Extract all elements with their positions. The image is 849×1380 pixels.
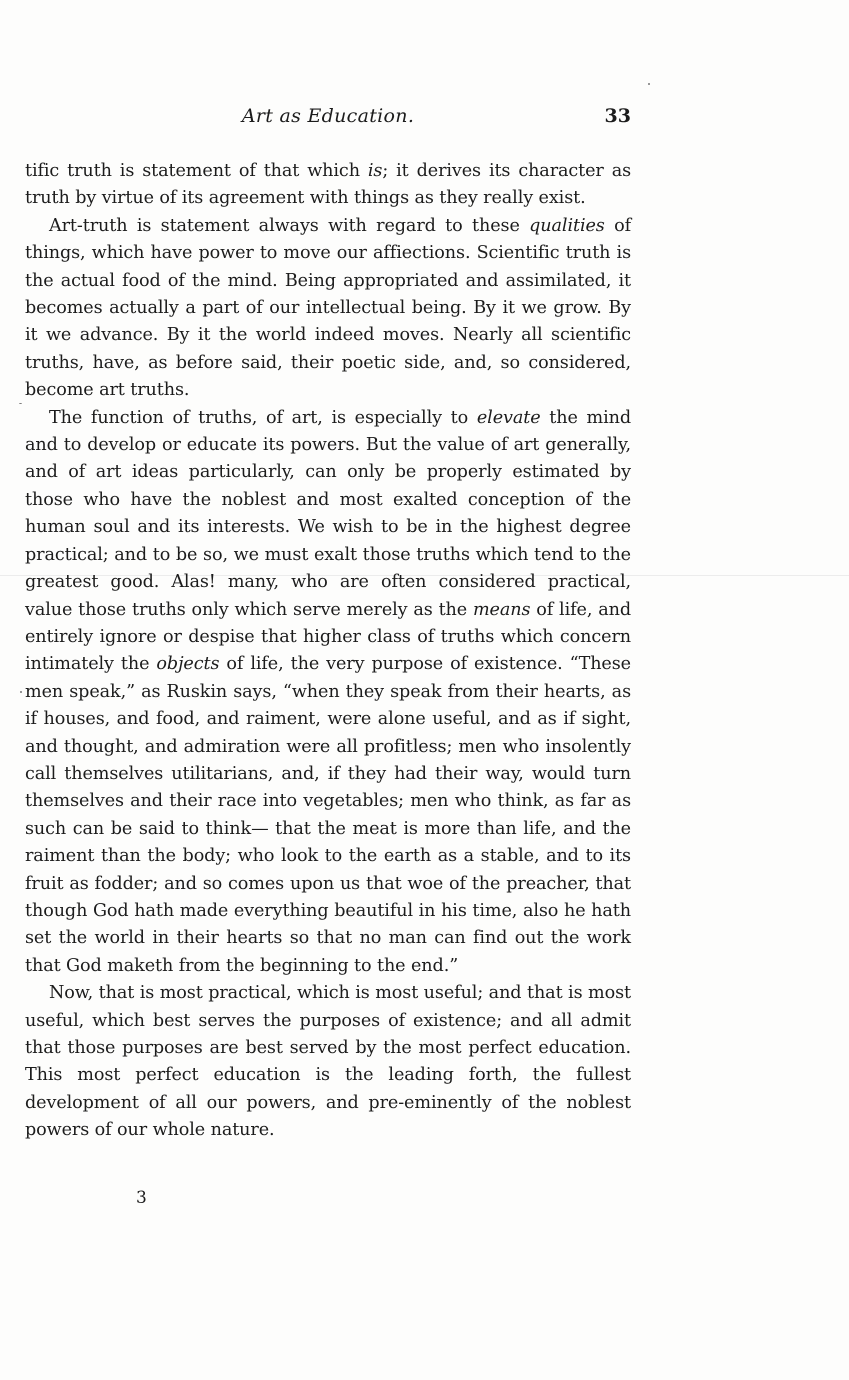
paragraph-text: the mind and to develop or educate its powers. But the value of art generally, and of art ideas particularly, can only be properly estimated by those who have the noblest and most exalted conception of the human soul and its interests. We wish to be in the highest degree practical; and to be so, we must exalt those truths which tend to the greatest good. Alas! many, who are often considered practical, value those truths only which serve merely as the	[25, 407, 631, 620]
italic-text: means	[472, 599, 531, 620]
paragraph-text: of life, the very purpose of existence. “These men speak,” as Ruskin says, “when they speak from their hearts, as if houses, and food, and raiment, were alone useful, and as if sight, and thought, and admiration were all profitless; men who insolently call themselves utilitarians, and, if they had their way, would turn themselves and their race into vegetables; men who think, as far as such can be said to think— that the meat is more than life, and the raiment than the body; who look to the earth as a stable, and to its fruit as fodder; and so comes upon us that woe of the preacher, that though God hath made everything beautiful in his time, also he hath set the world in their hearts so that no man can find out the work that God maketh from the beginning to the end.”	[25, 654, 631, 976]
paper-speck	[20, 691, 22, 693]
italic-text: qualities	[529, 215, 605, 236]
italic-text: objects	[156, 654, 220, 675]
paragraph-text: of things, which have power to move our affiections. Scientific truth is the actual food of the mind. Being appropriated and assimilated, it becomes actually a part of our intellectual being. By it we grow. By it we advance. By it the world indeed moves. Nearly all scientific truths, have, as before said, their poetic side, and, so considered, become art truths.	[25, 215, 631, 401]
paper-speck	[648, 83, 650, 85]
paragraph-text: ; it derives its character as truth by virtue of its agreement with things as they really exist.	[25, 161, 632, 209]
paragraph-p2	[25, 213, 631, 405]
paragraph-text: Art-truth is statement always with regard to these	[49, 215, 530, 236]
italic-text: elevate	[476, 407, 541, 428]
paper-speck	[19, 403, 22, 404]
page-number: 33	[604, 105, 631, 127]
signature-mark: 3	[136, 1188, 147, 1208]
paragraph-p4	[25, 980, 631, 1144]
running-head: Art as Education.	[241, 105, 415, 127]
paragraph-p1	[25, 158, 631, 213]
paragraph-text: tific truth is statement of that which	[25, 161, 368, 181]
paragraph-p3	[25, 405, 631, 981]
paragraph-text: Now, that is most practical, which is most useful; and that is most useful, which best serves the purposes of existence; and all admit that those purposes are best served by the most perfect education. This most perfect education is the leading forth, the fullest development of all our powers, and pre-eminently of the noblest powers of our whole nature.	[25, 983, 631, 1141]
body-text	[25, 158, 631, 1145]
paragraph-text: of life, and entirely ignore or despise that higher class of truths which concern intimately the	[25, 599, 631, 675]
italic-text: is	[367, 161, 383, 181]
paragraph-text: The function of truths, of art, is especially to	[49, 407, 477, 428]
page-header	[25, 105, 631, 135]
